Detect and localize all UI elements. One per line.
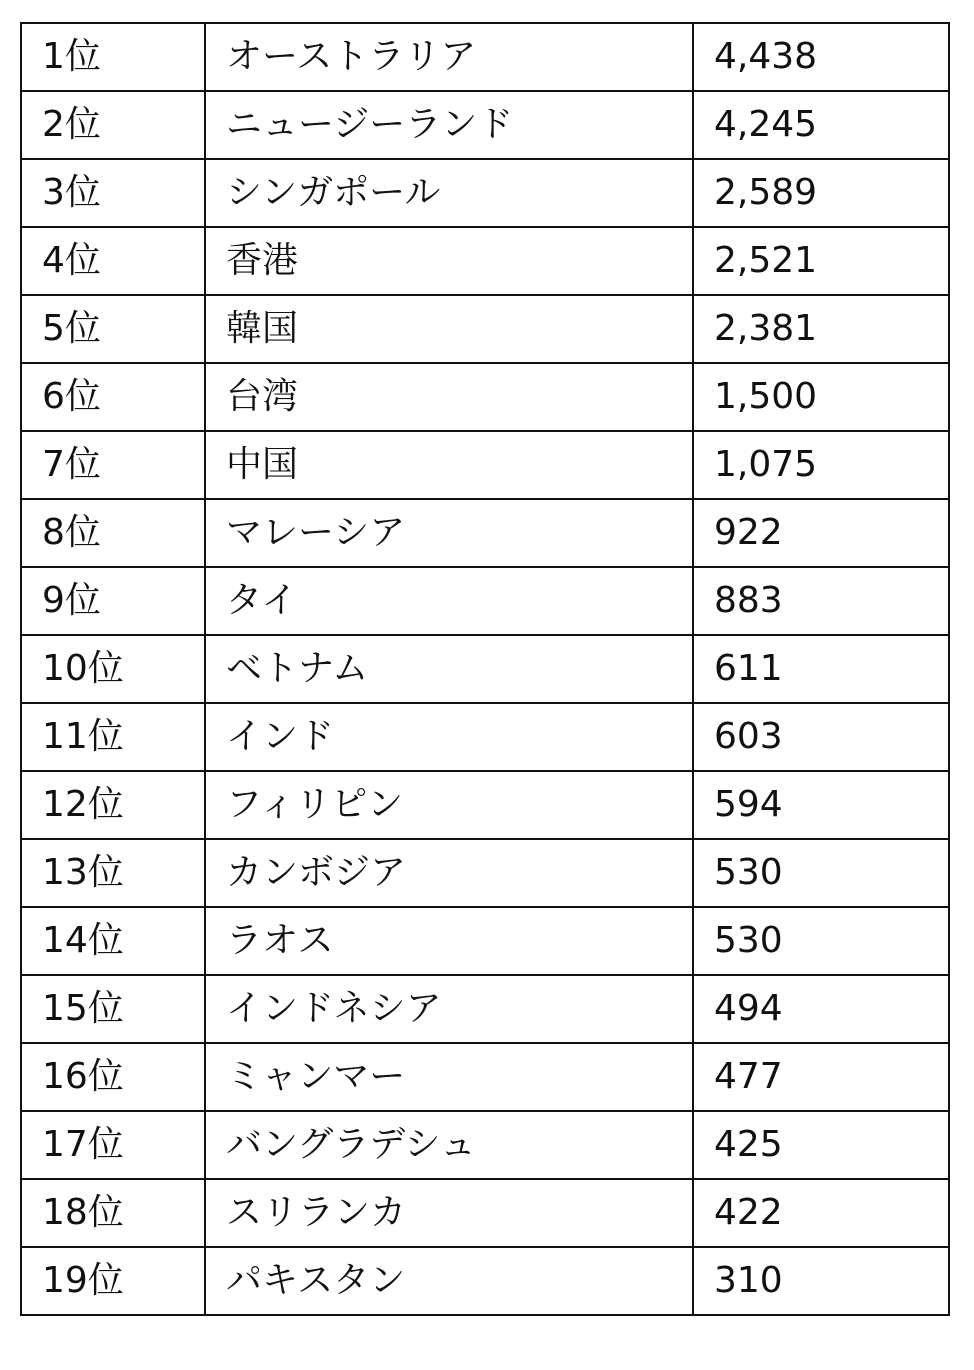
rank-cell: 12位 <box>21 771 205 839</box>
value-cell: 1,500 <box>693 363 949 431</box>
ranking-table-body <box>21 23 949 1315</box>
rank-cell: 3位 <box>21 159 205 227</box>
value-cell: 2,589 <box>693 159 949 227</box>
value-cell: 922 <box>693 499 949 567</box>
country-cell: インド <box>205 703 693 771</box>
country-cell: ラオス <box>205 907 693 975</box>
rank-cell: 7位 <box>21 431 205 499</box>
table-row <box>21 703 949 771</box>
rank-cell: 8位 <box>21 499 205 567</box>
country-cell: ミャンマー <box>205 1043 693 1111</box>
country-cell: シンガポール <box>205 159 693 227</box>
rank-cell: 11位 <box>21 703 205 771</box>
country-cell: フィリピン <box>205 771 693 839</box>
table-row <box>21 975 949 1043</box>
rank-cell: 4位 <box>21 227 205 295</box>
country-cell: バングラデシュ <box>205 1111 693 1179</box>
country-cell: カンボジア <box>205 839 693 907</box>
rank-cell: 17位 <box>21 1111 205 1179</box>
value-cell: 2,381 <box>693 295 949 363</box>
value-cell: 611 <box>693 635 949 703</box>
table-row <box>21 227 949 295</box>
value-cell: 310 <box>693 1247 949 1315</box>
value-cell: 425 <box>693 1111 949 1179</box>
rank-cell: 1位 <box>21 23 205 91</box>
value-cell: 422 <box>693 1179 949 1247</box>
value-cell: 4,438 <box>693 23 949 91</box>
rank-cell: 6位 <box>21 363 205 431</box>
value-cell: 2,521 <box>693 227 949 295</box>
value-cell: 1,075 <box>693 431 949 499</box>
value-cell: 603 <box>693 703 949 771</box>
value-cell: 4,245 <box>693 91 949 159</box>
table-row <box>21 431 949 499</box>
rank-cell: 16位 <box>21 1043 205 1111</box>
country-cell: パキスタン <box>205 1247 693 1315</box>
table-row <box>21 363 949 431</box>
table-row <box>21 635 949 703</box>
ranking-table <box>20 22 950 1316</box>
table-row <box>21 907 949 975</box>
rank-cell: 18位 <box>21 1179 205 1247</box>
country-cell: ベトナム <box>205 635 693 703</box>
rank-cell: 14位 <box>21 907 205 975</box>
value-cell: 494 <box>693 975 949 1043</box>
table-row <box>21 23 949 91</box>
country-cell: ニュージーランド <box>205 91 693 159</box>
table-row <box>21 567 949 635</box>
country-cell: オーストラリア <box>205 23 693 91</box>
rank-cell: 5位 <box>21 295 205 363</box>
rank-cell: 19位 <box>21 1247 205 1315</box>
value-cell: 883 <box>693 567 949 635</box>
value-cell: 530 <box>693 907 949 975</box>
value-cell: 594 <box>693 771 949 839</box>
table-row <box>21 159 949 227</box>
rank-cell: 13位 <box>21 839 205 907</box>
country-cell: タイ <box>205 567 693 635</box>
rank-cell: 10位 <box>21 635 205 703</box>
table-row <box>21 1111 949 1179</box>
table-row <box>21 839 949 907</box>
value-cell: 477 <box>693 1043 949 1111</box>
table-row <box>21 1179 949 1247</box>
rank-cell: 2位 <box>21 91 205 159</box>
table-row <box>21 771 949 839</box>
table-row <box>21 91 949 159</box>
table-row <box>21 1043 949 1111</box>
rank-cell: 15位 <box>21 975 205 1043</box>
country-cell: 香港 <box>205 227 693 295</box>
table-row <box>21 295 949 363</box>
country-cell: 台湾 <box>205 363 693 431</box>
country-cell: スリランカ <box>205 1179 693 1247</box>
rank-cell: 9位 <box>21 567 205 635</box>
table-row <box>21 1247 949 1315</box>
country-cell: 韓国 <box>205 295 693 363</box>
table-row <box>21 499 949 567</box>
country-cell: 中国 <box>205 431 693 499</box>
value-cell: 530 <box>693 839 949 907</box>
country-cell: インドネシア <box>205 975 693 1043</box>
country-cell: マレーシア <box>205 499 693 567</box>
